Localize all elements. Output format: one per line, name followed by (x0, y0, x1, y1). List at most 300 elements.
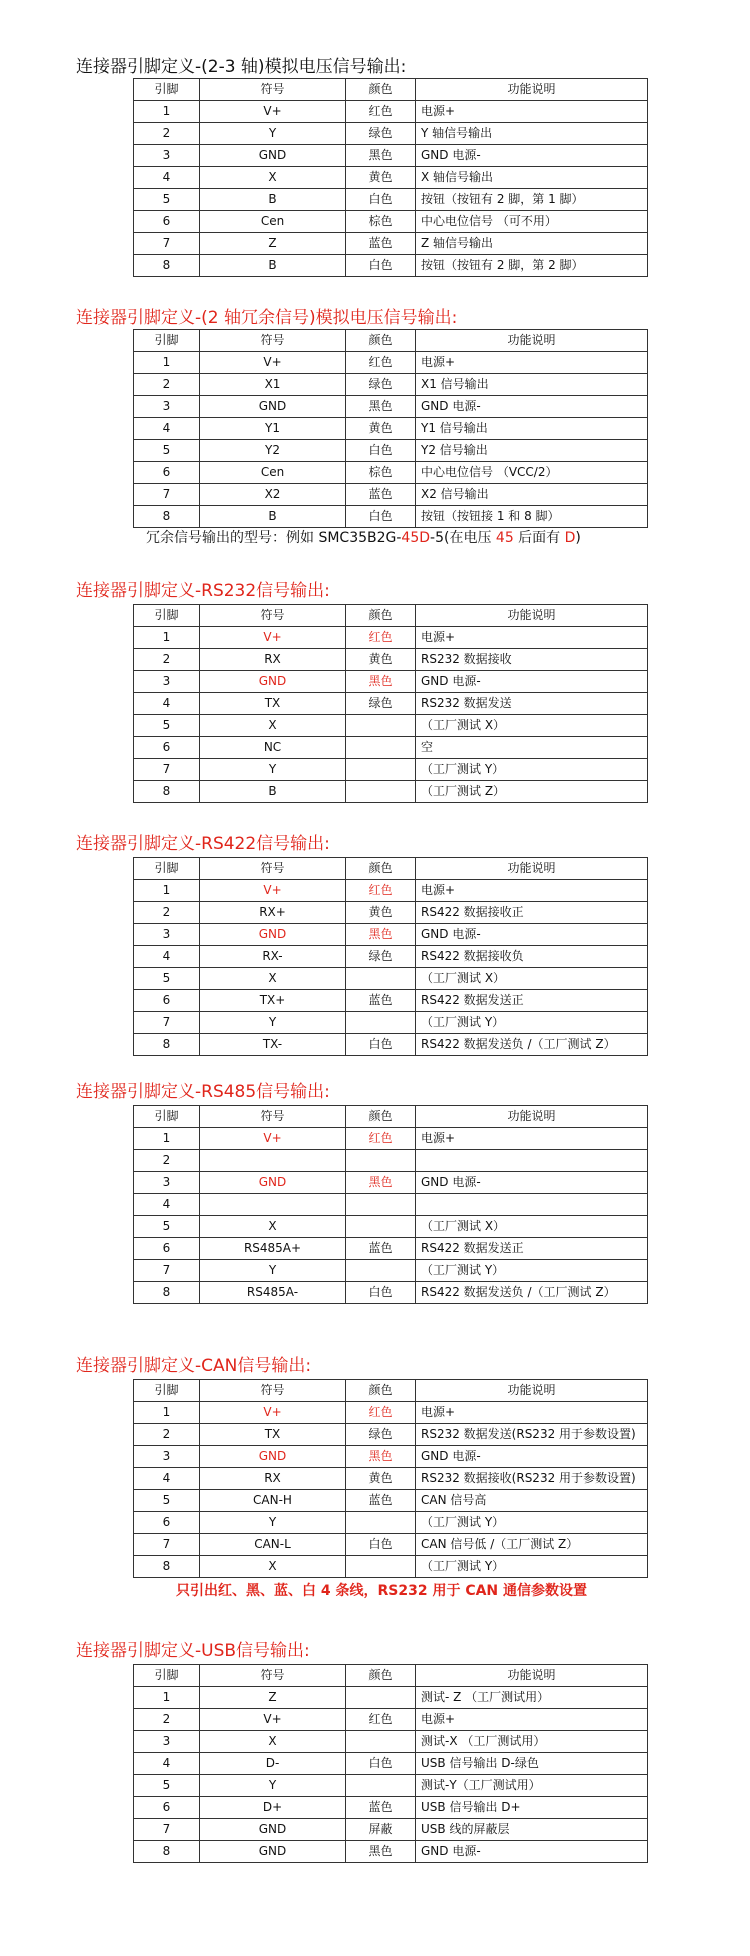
pin-number: 8 (134, 1034, 200, 1056)
pin-symbol: X (200, 167, 346, 189)
table-header-row (134, 79, 648, 101)
table-row (134, 1402, 648, 1424)
pin-function: USB 信号输出 D-绿色 (416, 1753, 648, 1775)
pin-symbol: GND (200, 671, 346, 693)
pin-symbol: CAN-H (200, 1490, 346, 1512)
section-title: 连接器引脚定义-(2 轴冗余信号)模拟电压信号输出: (76, 308, 458, 328)
pin-function: USB 线的屏蔽层 (416, 1819, 648, 1841)
table-row (134, 902, 648, 924)
table-row (134, 1238, 648, 1260)
header-pin: 引脚 (134, 330, 200, 352)
pin-number: 8 (134, 255, 200, 277)
table-row (134, 123, 648, 145)
pin-function: 按钮（按钮有 2 脚，第 2 脚） (416, 255, 648, 277)
pin-number: 8 (134, 1282, 200, 1304)
pin-number: 3 (134, 1172, 200, 1194)
pin-function: （工厂测试 Z） (416, 781, 648, 803)
pin-symbol: RX (200, 1468, 346, 1490)
wire-color (346, 1012, 416, 1034)
pin-symbol: Z (200, 1687, 346, 1709)
table-row (134, 1841, 648, 1863)
pin-function: RS422 数据接收负 (416, 946, 648, 968)
pin-function: GND 电源- (416, 924, 648, 946)
pin-number: 7 (134, 759, 200, 781)
section-title: 连接器引脚定义-RS422信号输出: (76, 834, 330, 854)
pin-function: Y 轴信号输出 (416, 123, 648, 145)
redundant-model-note (146, 528, 581, 548)
pin-symbol: V+ (200, 627, 346, 649)
header-symbol: 符号 (200, 79, 346, 101)
pin-function: 按钮（按钮有 2 脚，第 1 脚） (416, 189, 648, 211)
header-symbol: 符号 (200, 1665, 346, 1687)
pin-symbol: Y (200, 1260, 346, 1282)
pin-table (133, 857, 648, 1056)
table-row (134, 1468, 648, 1490)
pin-number: 5 (134, 1775, 200, 1797)
pin-function: USB 信号输出 D+ (416, 1797, 648, 1819)
table-header-row (134, 605, 648, 627)
wire-color: 蓝色 (346, 233, 416, 255)
pin-number: 1 (134, 1687, 200, 1709)
wire-color: 黄色 (346, 902, 416, 924)
note-voltage: 45 (495, 530, 514, 546)
pin-symbol: V+ (200, 1402, 346, 1424)
pin-number: 7 (134, 1012, 200, 1034)
pin-number: 1 (134, 1402, 200, 1424)
pin-function: GND 电源- (416, 145, 648, 167)
table-row (134, 1260, 648, 1282)
table-header-row (134, 1380, 648, 1402)
pin-number: 6 (134, 211, 200, 233)
pin-table (133, 329, 648, 528)
pin-symbol: TX (200, 1424, 346, 1446)
wire-color: 绿色 (346, 946, 416, 968)
pin-function: （工厂测试 Y） (416, 1512, 648, 1534)
wire-color: 红色 (346, 1128, 416, 1150)
pin-symbol: X (200, 1556, 346, 1578)
wire-color: 绿色 (346, 693, 416, 715)
pin-symbol (200, 1150, 346, 1172)
wire-color (346, 1687, 416, 1709)
wire-color: 黄色 (346, 1468, 416, 1490)
pin-number: 6 (134, 1238, 200, 1260)
header-symbol: 符号 (200, 1106, 346, 1128)
pin-function: 空 (416, 737, 648, 759)
header-symbol: 符号 (200, 1380, 346, 1402)
table-row (134, 715, 648, 737)
pin-function: 测试-X （工厂测试用） (416, 1731, 648, 1753)
wire-color: 白色 (346, 506, 416, 528)
pin-symbol: X (200, 1216, 346, 1238)
pin-function: 电源+ (416, 352, 648, 374)
pin-symbol: Y (200, 759, 346, 781)
pin-number: 1 (134, 880, 200, 902)
header-function: 功能说明 (416, 79, 648, 101)
pin-symbol: D- (200, 1753, 346, 1775)
wire-color (346, 968, 416, 990)
wire-color: 白色 (346, 1034, 416, 1056)
pin-number: 4 (134, 1753, 200, 1775)
pin-number: 1 (134, 101, 200, 123)
table-header-row (134, 330, 648, 352)
table-row (134, 1446, 648, 1468)
pin-function: RS422 数据发送正 (416, 1238, 648, 1260)
pin-number: 5 (134, 1490, 200, 1512)
pin-number: 2 (134, 1150, 200, 1172)
pin-function: GND 电源- (416, 1841, 648, 1863)
pin-symbol: RX (200, 649, 346, 671)
pin-symbol (200, 1194, 346, 1216)
section-title: 连接器引脚定义-RS485信号输出: (76, 1082, 330, 1102)
note-letter: D (564, 530, 576, 546)
pin-function: （工厂测试 Y） (416, 1012, 648, 1034)
pin-function: （工厂测试 X） (416, 1216, 648, 1238)
wire-color: 白色 (346, 1534, 416, 1556)
wire-color (346, 1512, 416, 1534)
table-row (134, 145, 648, 167)
pin-number: 5 (134, 440, 200, 462)
table-row (134, 167, 648, 189)
table-row (134, 1687, 648, 1709)
pin-number: 3 (134, 1731, 200, 1753)
pin-function: 电源+ (416, 101, 648, 123)
pin-function: RS232 数据接收 (416, 649, 648, 671)
wire-color (346, 1216, 416, 1238)
pin-number: 6 (134, 990, 200, 1012)
table-row (134, 649, 648, 671)
header-pin: 引脚 (134, 858, 200, 880)
wire-color: 黑色 (346, 1172, 416, 1194)
note-model-code: 45D (401, 530, 431, 546)
pin-function: Z 轴信号输出 (416, 233, 648, 255)
pin-function: X 轴信号输出 (416, 167, 648, 189)
pin-function: 中心电位信号 （VCC/2） (416, 462, 648, 484)
pin-table (133, 604, 648, 803)
table-row (134, 924, 648, 946)
pin-number: 4 (134, 693, 200, 715)
wire-color: 白色 (346, 1282, 416, 1304)
pin-number: 7 (134, 484, 200, 506)
pin-number: 7 (134, 1819, 200, 1841)
table-row (134, 211, 648, 233)
pin-symbol: V+ (200, 352, 346, 374)
table-row (134, 233, 648, 255)
pin-symbol: TX (200, 693, 346, 715)
pin-symbol: RX+ (200, 902, 346, 924)
note-middle2: 后面有 (513, 530, 565, 546)
pin-symbol: B (200, 781, 346, 803)
pin-function: 电源+ (416, 627, 648, 649)
table-row (134, 627, 648, 649)
wire-color: 红色 (346, 1402, 416, 1424)
section-title: 连接器引脚定义-RS232信号输出: (76, 581, 330, 601)
pin-number: 3 (134, 396, 200, 418)
wire-color: 黑色 (346, 671, 416, 693)
wire-color (346, 759, 416, 781)
header-pin: 引脚 (134, 605, 200, 627)
table-row (134, 1150, 648, 1172)
pin-function: 电源+ (416, 1402, 648, 1424)
table-row (134, 759, 648, 781)
table-row (134, 418, 648, 440)
table-row (134, 1216, 648, 1238)
table-row (134, 880, 648, 902)
pin-number: 2 (134, 649, 200, 671)
table-row (134, 1194, 648, 1216)
table-row (134, 1012, 648, 1034)
pin-function: （工厂测试 X） (416, 968, 648, 990)
pin-number: 3 (134, 924, 200, 946)
table-row (134, 189, 648, 211)
table-row (134, 1709, 648, 1731)
pin-symbol: Y (200, 1512, 346, 1534)
pin-number: 4 (134, 167, 200, 189)
pin-symbol: Z (200, 233, 346, 255)
header-function: 功能说明 (416, 605, 648, 627)
wire-color: 黑色 (346, 1446, 416, 1468)
pin-function: RS422 数据发送正 (416, 990, 648, 1012)
pin-function: （工厂测试 Y） (416, 1556, 648, 1578)
pin-number: 8 (134, 506, 200, 528)
pin-function: （工厂测试 Y） (416, 759, 648, 781)
pin-symbol: GND (200, 924, 346, 946)
table-row (134, 396, 648, 418)
pin-number: 3 (134, 671, 200, 693)
table-row (134, 1556, 648, 1578)
table-row (134, 693, 648, 715)
table-row (134, 1128, 648, 1150)
pin-symbol: Cen (200, 211, 346, 233)
table-row (134, 1282, 648, 1304)
pin-function: CAN 信号低 /（工厂测试 Z） (416, 1534, 648, 1556)
pin-symbol: TX+ (200, 990, 346, 1012)
pin-symbol: B (200, 506, 346, 528)
pin-symbol: X (200, 715, 346, 737)
wire-color: 蓝色 (346, 1490, 416, 1512)
wire-color: 黄色 (346, 418, 416, 440)
header-symbol: 符号 (200, 858, 346, 880)
wire-color: 屏蔽 (346, 1819, 416, 1841)
wire-color: 黑色 (346, 1841, 416, 1863)
table-row (134, 968, 648, 990)
pin-number: 2 (134, 902, 200, 924)
header-function: 功能说明 (416, 1380, 648, 1402)
pin-number: 3 (134, 1446, 200, 1468)
table-row (134, 255, 648, 277)
wire-color: 绿色 (346, 123, 416, 145)
pin-symbol: X2 (200, 484, 346, 506)
wire-color: 蓝色 (346, 990, 416, 1012)
table-header-row (134, 858, 648, 880)
pin-symbol: Cen (200, 462, 346, 484)
wire-color (346, 1194, 416, 1216)
header-color: 颜色 (346, 330, 416, 352)
wire-color: 棕色 (346, 211, 416, 233)
wire-color: 黄色 (346, 649, 416, 671)
wire-color: 黑色 (346, 396, 416, 418)
table-row (134, 484, 648, 506)
pin-symbol: X (200, 968, 346, 990)
pin-number: 5 (134, 1216, 200, 1238)
pin-number: 4 (134, 1194, 200, 1216)
pin-table (133, 1664, 648, 1863)
wire-color: 棕色 (346, 462, 416, 484)
header-pin: 引脚 (134, 1106, 200, 1128)
pin-number: 2 (134, 1424, 200, 1446)
section-title: 连接器引脚定义-CAN信号输出: (76, 1356, 312, 1376)
table-row (134, 1172, 648, 1194)
wire-color: 黑色 (346, 145, 416, 167)
pin-function: RS232 数据发送(RS232 用于参数设置) (416, 1424, 648, 1446)
pin-number: 7 (134, 1534, 200, 1556)
table-header-row (134, 1106, 648, 1128)
pin-symbol: B (200, 255, 346, 277)
pin-function: X1 信号输出 (416, 374, 648, 396)
table-row (134, 1490, 648, 1512)
pin-table (133, 78, 648, 277)
pin-number: 4 (134, 418, 200, 440)
table-row (134, 1034, 648, 1056)
pin-number: 4 (134, 1468, 200, 1490)
table-row (134, 1534, 648, 1556)
header-function: 功能说明 (416, 1106, 648, 1128)
table-row (134, 1512, 648, 1534)
table-row (134, 440, 648, 462)
pin-number: 2 (134, 123, 200, 145)
pin-function: （工厂测试 X） (416, 715, 648, 737)
pin-number: 5 (134, 968, 200, 990)
wire-color (346, 1731, 416, 1753)
section-title: 连接器引脚定义-USB信号输出: (76, 1641, 310, 1661)
note-middle: -5(在电压 (430, 530, 496, 546)
wire-color: 红色 (346, 627, 416, 649)
table-row (134, 1424, 648, 1446)
wire-color: 白色 (346, 255, 416, 277)
wire-color (346, 1556, 416, 1578)
pin-symbol: GND (200, 145, 346, 167)
header-pin: 引脚 (134, 79, 200, 101)
pin-function: 测试-Y（工厂测试用） (416, 1775, 648, 1797)
section-title: 连接器引脚定义-(2-3 轴)模拟电压信号输出: (76, 57, 407, 77)
table-row (134, 1819, 648, 1841)
table-row (134, 1797, 648, 1819)
wire-color (346, 1150, 416, 1172)
pin-table (133, 1105, 648, 1304)
wire-color: 黑色 (346, 924, 416, 946)
pin-number: 6 (134, 1797, 200, 1819)
wire-color: 蓝色 (346, 1797, 416, 1819)
pin-function: 中心电位信号 （可不用） (416, 211, 648, 233)
note-prefix: 冗余信号输出的型号：例如 SMC35B2G- (146, 530, 402, 546)
pin-number: 8 (134, 781, 200, 803)
header-color: 颜色 (346, 858, 416, 880)
header-color: 颜色 (346, 1665, 416, 1687)
header-function: 功能说明 (416, 858, 648, 880)
pin-function: 电源+ (416, 1128, 648, 1150)
pin-function: RS422 数据接收正 (416, 902, 648, 924)
pin-function: 电源+ (416, 1709, 648, 1731)
table-row (134, 737, 648, 759)
pin-function (416, 1150, 648, 1172)
table-header-row (134, 1665, 648, 1687)
pin-number: 7 (134, 1260, 200, 1282)
pin-symbol: NC (200, 737, 346, 759)
pin-symbol: Y2 (200, 440, 346, 462)
wire-color: 白色 (346, 440, 416, 462)
pin-number: 3 (134, 145, 200, 167)
pin-number: 2 (134, 374, 200, 396)
pin-number: 6 (134, 737, 200, 759)
table-row (134, 1753, 648, 1775)
pin-function: GND 电源- (416, 671, 648, 693)
wire-color: 红色 (346, 101, 416, 123)
pin-symbol: CAN-L (200, 1534, 346, 1556)
pin-symbol: GND (200, 1841, 346, 1863)
table-row (134, 462, 648, 484)
pin-symbol: GND (200, 1446, 346, 1468)
header-color: 颜色 (346, 605, 416, 627)
table-row (134, 781, 648, 803)
pin-symbol: Y1 (200, 418, 346, 440)
wire-color: 绿色 (346, 374, 416, 396)
pin-symbol: Y (200, 1012, 346, 1034)
pin-function: X2 信号输出 (416, 484, 648, 506)
pin-symbol: GND (200, 1172, 346, 1194)
header-color: 颜色 (346, 79, 416, 101)
header-function: 功能说明 (416, 1665, 648, 1687)
pin-function: RS422 数据发送负 /（工厂测试 Z） (416, 1034, 648, 1056)
pin-symbol: RS485A- (200, 1282, 346, 1304)
pin-symbol: Y (200, 123, 346, 145)
pin-function: RS422 数据发送负 /（工厂测试 Z） (416, 1282, 648, 1304)
pin-number: 1 (134, 627, 200, 649)
header-color: 颜色 (346, 1106, 416, 1128)
pin-function: GND 电源- (416, 1172, 648, 1194)
note-suffix: ) (575, 530, 581, 546)
pin-number: 4 (134, 946, 200, 968)
header-pin: 引脚 (134, 1665, 200, 1687)
pin-function: 按钮（按钮接 1 和 8 脚） (416, 506, 648, 528)
pin-function (416, 1194, 648, 1216)
pin-symbol: V+ (200, 1128, 346, 1150)
pin-function: GND 电源- (416, 1446, 648, 1468)
pin-symbol: D+ (200, 1797, 346, 1819)
table-row (134, 1731, 648, 1753)
header-color: 颜色 (346, 1380, 416, 1402)
pin-number: 1 (134, 352, 200, 374)
pin-function: RS232 数据接收(RS232 用于参数设置) (416, 1468, 648, 1490)
table-row (134, 1775, 648, 1797)
pin-function: RS232 数据发送 (416, 693, 648, 715)
pin-function: GND 电源- (416, 396, 648, 418)
pin-number: 8 (134, 1556, 200, 1578)
table-row (134, 101, 648, 123)
table-row (134, 946, 648, 968)
pin-function: 电源+ (416, 880, 648, 902)
pin-function: CAN 信号高 (416, 1490, 648, 1512)
can-wiring-note: 只引出红、黑、蓝、白 4 条线，RS232 用于 CAN 通信参数设置 (176, 1583, 588, 1599)
header-pin: 引脚 (134, 1380, 200, 1402)
pin-symbol: RX- (200, 946, 346, 968)
wire-color: 黄色 (346, 167, 416, 189)
pin-number: 1 (134, 1128, 200, 1150)
pin-symbol: V+ (200, 101, 346, 123)
pin-symbol: GND (200, 1819, 346, 1841)
pin-number: 2 (134, 1709, 200, 1731)
wire-color (346, 715, 416, 737)
wire-color (346, 1775, 416, 1797)
table-row (134, 506, 648, 528)
